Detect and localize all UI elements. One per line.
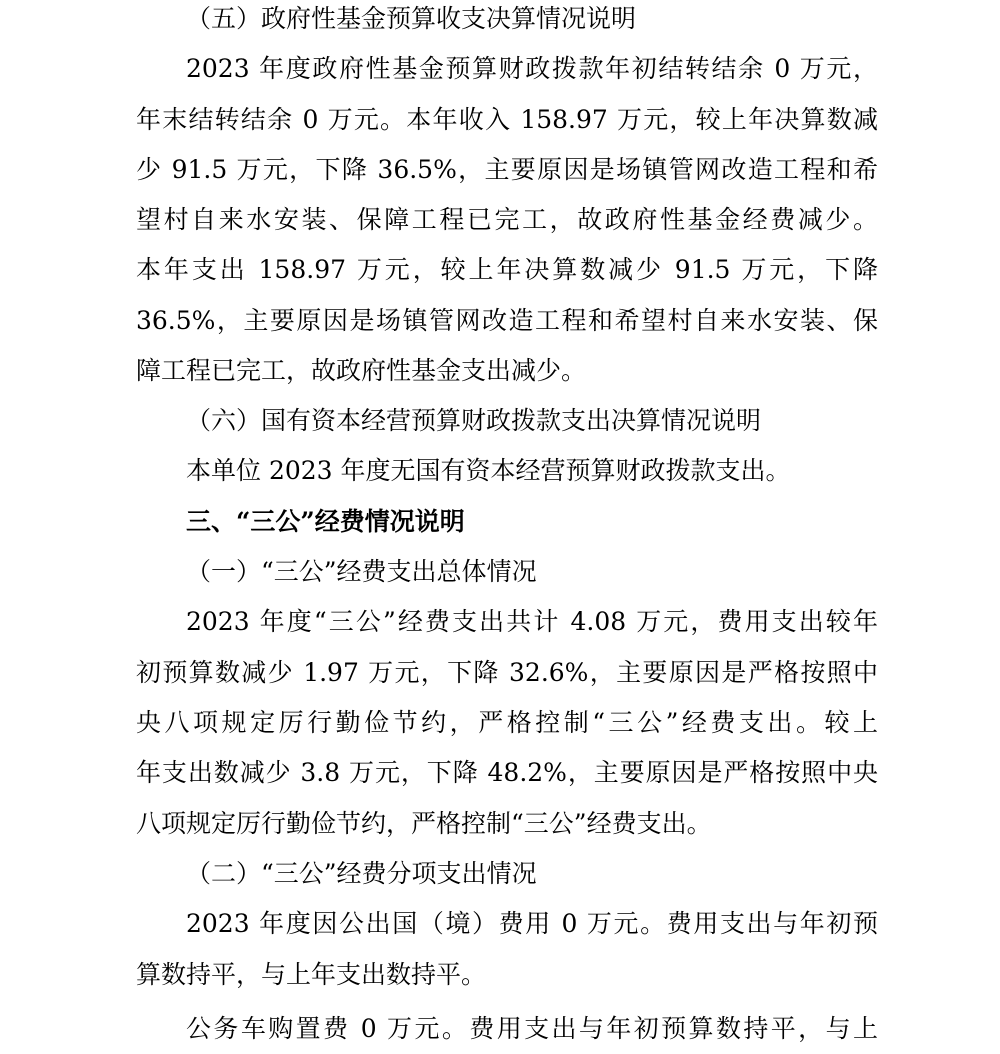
part3-sub2-para1-line-1: 2023 年度因公出国（境）费用 0 万元。费用支出与年初预 bbox=[186, 909, 878, 938]
section5-line-6: 36.5%，主要原因是场镇管网改造工程和希望村自来水安装、保 bbox=[136, 306, 878, 335]
section5-line-7: 障工程已完工，故政府性基金支出减少。 bbox=[136, 356, 587, 385]
section5-heading: （五）政府性基金预算收支决算情况说明 bbox=[186, 4, 637, 33]
part3-sub1-line-5: 八项规定厉行勤俭节约，严格控制“三公”经费支出。 bbox=[136, 809, 712, 838]
part3-sub2-heading: （二）“三公”经费分项支出情况 bbox=[186, 859, 537, 888]
part3-sub1-line-1: 2023 年度“三公”经费支出共计 4.08 万元，费用支出较年 bbox=[186, 607, 878, 636]
part3-sub2-para1-line-2: 算数持平，与上年支出数持平。 bbox=[136, 960, 487, 989]
part3-sub2-para2-line-1: 公务车购置费 0 万元。费用支出与年初预算数持平，与上 bbox=[186, 1014, 878, 1043]
part3-sub1-heading: （一）“三公”经费支出总体情况 bbox=[186, 557, 537, 586]
section5-line-2: 年末结转结余 0 万元。本年收入 158.97 万元，较上年决算数减 bbox=[136, 105, 878, 134]
section5-line-5: 本年支出 158.97 万元，较上年决算数减少 91.5 万元，下降 bbox=[136, 255, 878, 284]
section5-line-4: 望村自来水安装、保障工程已完工，故政府性基金经费减少。 bbox=[136, 205, 878, 234]
section5-line-1: 2023 年度政府性基金预算财政拨款年初结转结余 0 万元， bbox=[186, 54, 878, 83]
section6-line: 本单位 2023 年度无国有资本经营预算财政拨款支出。 bbox=[186, 456, 791, 485]
part3-heading: 三、“三公”经费情况说明 bbox=[186, 507, 465, 536]
section6-heading: （六）国有资本经营预算财政拨款支出决算情况说明 bbox=[186, 406, 762, 435]
part3-sub1-line-4: 年支出数减少 3.8 万元，下降 48.2%，主要原因是严格按照中央 bbox=[136, 758, 878, 787]
part3-sub1-line-2: 初预算数减少 1.97 万元，下降 32.6%，主要原因是严格按照中 bbox=[136, 658, 878, 687]
part3-sub1-line-3: 央八项规定厉行勤俭节约，严格控制“三公”经费支出。较上 bbox=[136, 708, 878, 737]
section5-line-3: 少 91.5 万元，下降 36.5%，主要原因是场镇管网改造工程和希 bbox=[136, 155, 878, 184]
